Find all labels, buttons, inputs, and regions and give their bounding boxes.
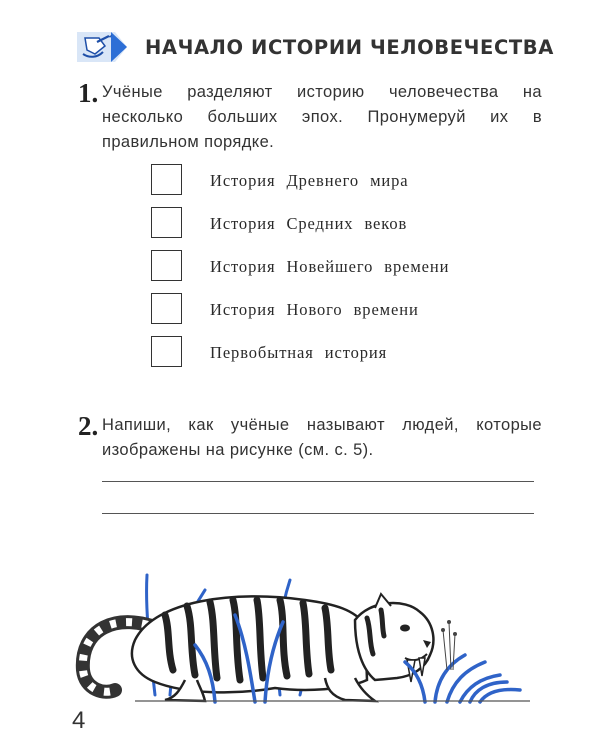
number-box[interactable] [151,250,182,281]
instruction-line: изображены на рисунке (см. с. 5). [102,441,374,459]
answer-line[interactable] [102,513,534,514]
section-header [75,26,554,70]
number-box[interactable] [151,207,182,238]
instruction-line: несколько больших эпох. Пронумеруй их в [102,108,542,126]
option-row [151,336,531,370]
instruction-line: правильном порядке. [102,133,275,151]
number-box[interactable] [151,336,182,367]
task-number: 1. [78,78,99,108]
option-label: История Новейшего времени [210,257,450,276]
instruction-line: Учёные разделяют историю человечества на [102,83,542,101]
sabre-tooth-tiger-illustration [75,570,535,705]
option-row [151,164,531,198]
number-box[interactable] [151,293,182,324]
option-label: История Нового времени [210,300,419,319]
option-row [151,250,531,284]
task-1 [78,80,548,160]
answer-line[interactable] [102,481,534,482]
option-label: История Средних веков [210,214,408,233]
task-instruction [102,413,542,463]
pencil-writing-icon [75,28,131,66]
task-2 [78,413,548,469]
task-number: 2. [78,411,99,441]
option-row [151,207,531,241]
page-number: 4 [72,707,86,734]
task-instruction [102,80,542,155]
number-box[interactable] [151,164,182,195]
option-label: Первобытная история [210,343,388,362]
option-label: История Древнего мира [210,171,409,190]
page-title: НАЧАЛО ИСТОРИИ ЧЕЛОВЕЧЕСТВА [145,36,554,59]
option-row [151,293,531,327]
instruction-line: Напиши, как учёные называют людей, которые [102,416,542,434]
